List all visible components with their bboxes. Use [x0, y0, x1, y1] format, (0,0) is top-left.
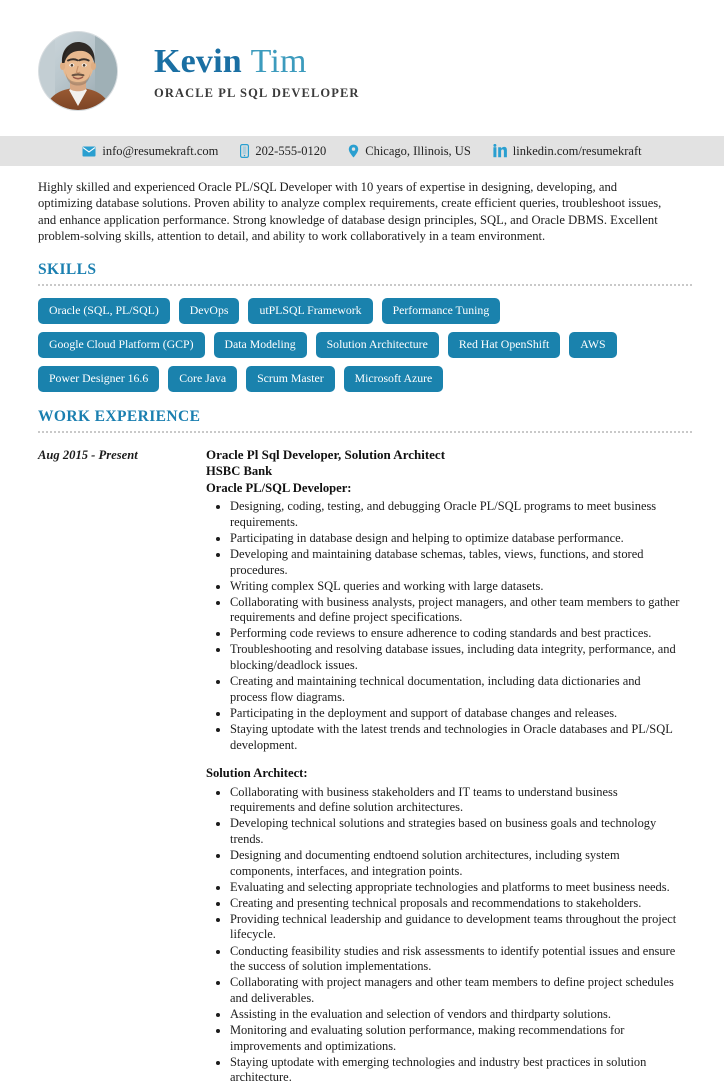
bullet-item: Creating and maintaining technical documentation, including data dictionaries and process flow diagrams.	[228, 674, 680, 705]
bullet-item: Participating in database design and helping to optimize database performance.	[228, 531, 680, 547]
work-experience-section-title: WORK EXPERIENCE	[38, 407, 201, 425]
linkedin-icon	[493, 144, 507, 158]
skill-chip: utPLSQL Framework	[248, 298, 372, 324]
skill-chip: Red Hat OpenShift	[448, 332, 560, 358]
skill-chip: Scrum Master	[246, 366, 335, 392]
bullet-item: Monitoring and evaluating solution performance, making recommendations for improvements and optimizations.	[228, 1023, 680, 1054]
contact-linkedin-text: linkedin.com/resumekraft	[512, 144, 642, 158]
bullet-item: Participating in the deployment and support of database changes and releases.	[228, 706, 680, 722]
bullet-item: Staying uptodate with emerging technologies and industry best practices in solution architecture.	[228, 1055, 680, 1086]
first-name: Kevin	[154, 43, 242, 80]
resume-body	[0, 179, 724, 1086]
professional-summary: Highly skilled and experienced Oracle PL/SQL Developer with 10 years of expertise in designing, developing, and optimizing database solutions. Proven ability to analyze complex requirements, create efficient queries, troubleshoot issues, and enhance application performance. Strong knowledge of database design principles, SQL, and Oracle DBMS. Excellent problem-solving skills, attention to detail, and ability to work collaboratively in a team environment.	[38, 180, 662, 244]
avatar	[38, 31, 118, 111]
experience-subheading: Solution Architect:	[206, 766, 308, 781]
skills-list	[38, 298, 668, 392]
contact-linkedin[interactable]	[493, 144, 642, 158]
bullet-item: Writing complex SQL queries and working with large datasets.	[228, 579, 680, 595]
skill-chip: Microsoft Azure	[344, 366, 444, 392]
job-title: ORACLE PL SQL DEVELOPER	[154, 86, 360, 100]
experience-date: Aug 2015 - Present	[38, 447, 138, 462]
bullet-item: Troubleshooting and resolving database issues, including data integrity, performance, and blocking/deadlock issues.	[228, 642, 680, 673]
contact-location-text: Chicago, Illinois, US	[365, 144, 471, 158]
work-experience-section	[38, 408, 692, 1086]
full-name	[154, 43, 360, 81]
bullet-item: Staying uptodate with the latest trends and technologies in Oracle databases and PL/SQL development.	[228, 722, 680, 753]
contact-email[interactable]	[82, 144, 218, 158]
contact-bar	[0, 136, 724, 166]
name-block	[154, 41, 360, 101]
bullet-item: Evaluating and selecting appropriate technologies and platforms to meet business needs.	[228, 880, 680, 896]
bullet-item: Providing technical leadership and guidance to development teams throughout the project lifecycle.	[228, 912, 680, 943]
contact-location[interactable]	[348, 144, 471, 158]
profile-photo-image	[39, 32, 117, 110]
bullet-item: Designing and documenting endtoend solution architectures, including system components, interfaces, and integration points.	[228, 848, 680, 879]
experience-details	[206, 447, 692, 1086]
contact-email-text: info@resumekraft.com	[102, 144, 219, 158]
bullet-item: Performing code reviews to ensure adherence to coding standards and best practices.	[228, 626, 680, 642]
skill-chip: Power Designer 16.6	[38, 366, 159, 392]
experience-entry	[38, 447, 692, 1086]
experience-bullet-list	[206, 499, 680, 753]
experience-bullet-list	[206, 785, 680, 1086]
section-divider	[38, 429, 692, 433]
bullet-item: Designing, coding, testing, and debugging Oracle PL/SQL programs to meet business requirements.	[228, 499, 680, 530]
skills-section-title: SKILLS	[38, 260, 97, 278]
bullet-item: Creating and presenting technical proposals and recommendations to stakeholders.	[228, 896, 680, 912]
skill-chip: DevOps	[179, 298, 240, 324]
bullet-item: Developing and maintaining database schemas, tables, views, functions, and stored procedures.	[228, 547, 680, 578]
skill-chip: Google Cloud Platform (GCP)	[38, 332, 205, 358]
contact-phone-text: 202-555-0120	[255, 144, 327, 158]
email-icon	[82, 146, 96, 157]
skills-section	[38, 261, 692, 392]
skill-chip: AWS	[569, 332, 616, 358]
last-name: Tim	[250, 43, 307, 80]
experience-role: Oracle Pl Sql Developer, Solution Architect	[206, 446, 446, 462]
bullet-item: Collaborating with business analysts, project managers, and other team members to gather requirements and define project specifications.	[230, 594, 680, 625]
location-pin-icon	[348, 144, 359, 158]
skill-chip: Solution Architecture	[316, 332, 439, 358]
bullet-item: Collaborating with business stakeholders and IT teams to understand business requirements and define solution architectures.	[228, 785, 680, 816]
bullet-item: Assisting in the evaluation and selection of vendors and thirdparty solutions.	[228, 1007, 680, 1023]
phone-icon	[240, 144, 249, 158]
skill-chip: Data Modeling	[214, 332, 307, 358]
skill-chip: Core Java	[168, 366, 237, 392]
resume-header	[0, 0, 724, 136]
bullet-item: Conducting feasibility studies and risk assessments to identify potential issues and ensure the success of solution implementations.	[228, 944, 680, 975]
bullet-item: Developing technical solutions and strategies based on business goals and technology trends.	[228, 816, 680, 847]
skill-chip: Oracle (SQL, PL/SQL)	[38, 298, 170, 324]
contact-phone[interactable]	[240, 144, 326, 158]
section-divider	[38, 282, 692, 286]
experience-company: HSBC Bank	[206, 464, 273, 479]
bullet-item: Collaborating with project managers and other team members to define project schedules and deliverables.	[228, 975, 680, 1006]
skill-chip: Performance Tuning	[382, 298, 501, 324]
experience-subheading: Oracle PL/SQL Developer:	[206, 480, 352, 495]
